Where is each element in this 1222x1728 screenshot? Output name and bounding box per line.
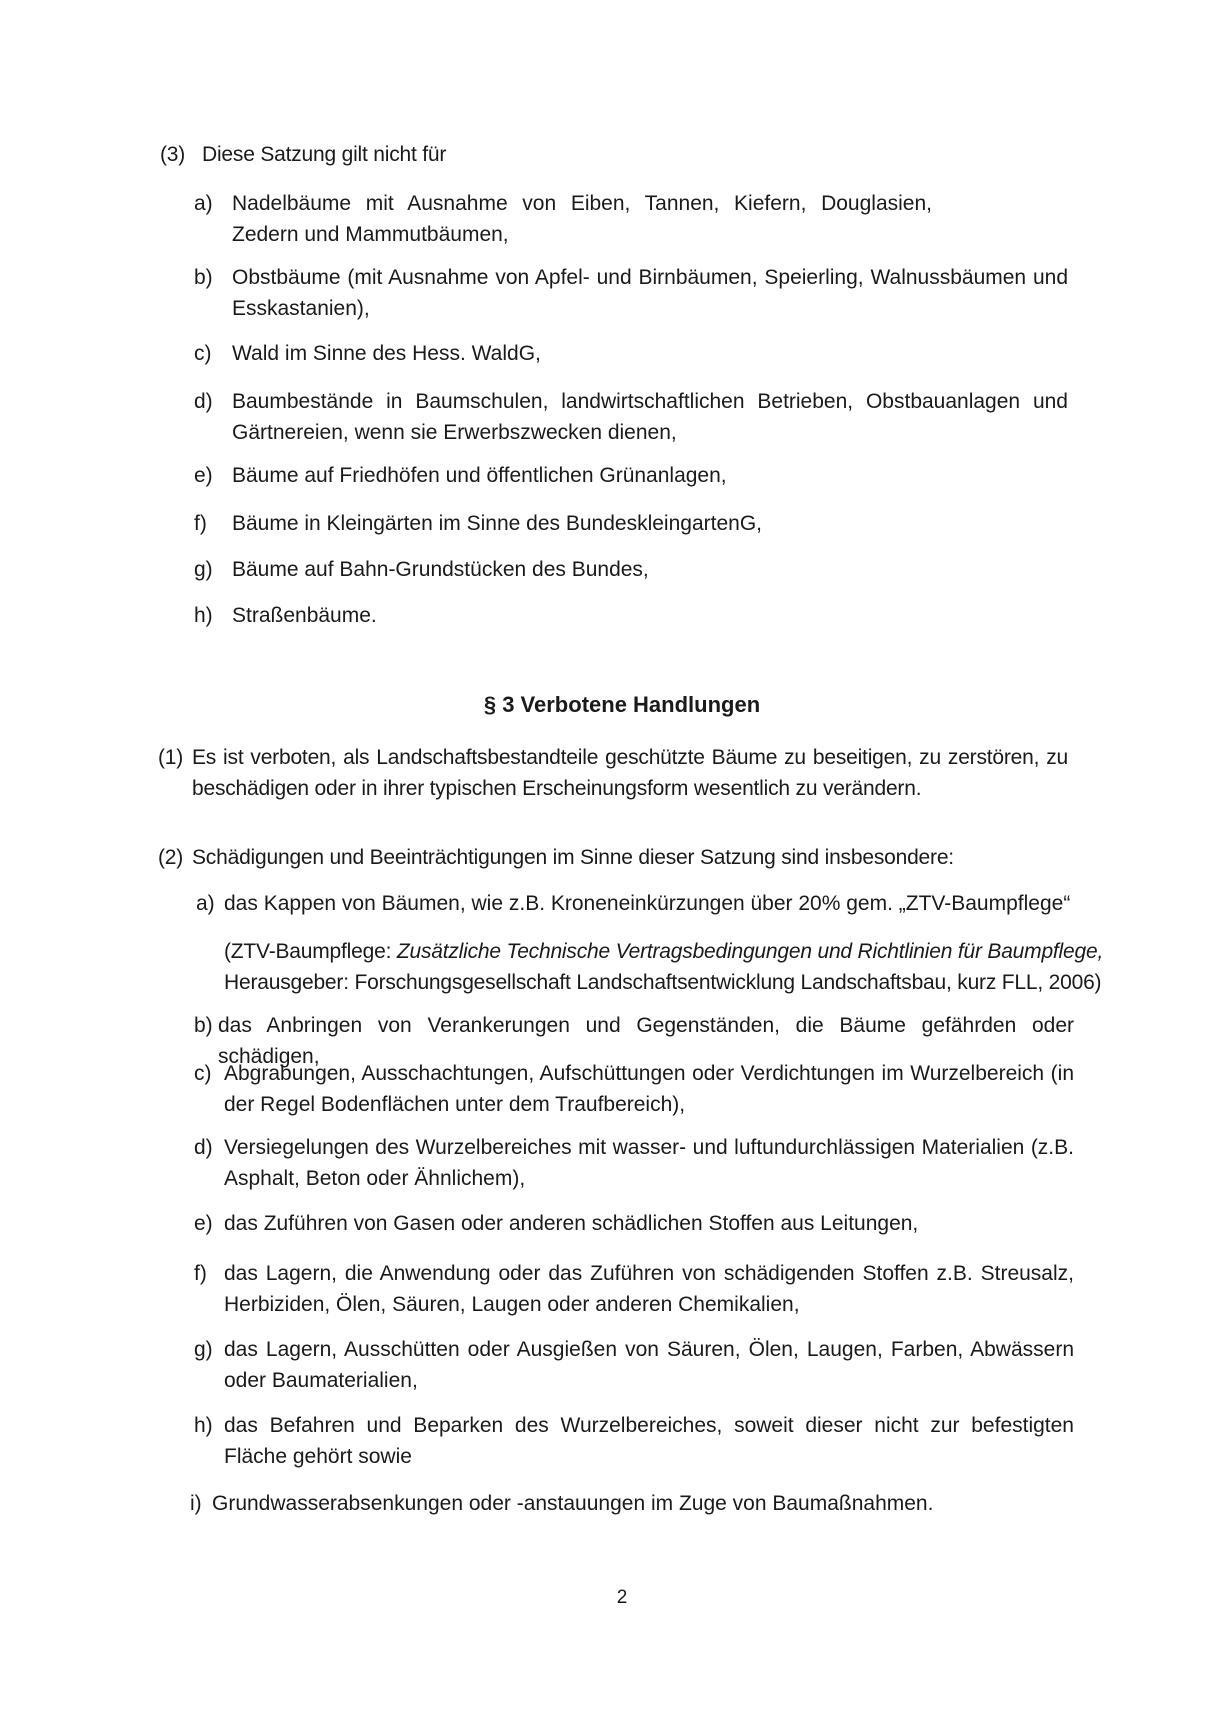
ztv-note bbox=[224, 936, 1104, 998]
ztv-note-prefix: (ZTV-Baumpflege: bbox=[224, 940, 397, 963]
item-text: Straßenbäume. bbox=[232, 604, 377, 627]
item-label: f) bbox=[194, 512, 207, 535]
item-label: h) bbox=[194, 1414, 213, 1437]
item-label: d) bbox=[194, 1136, 213, 1159]
item-label: c) bbox=[194, 342, 212, 365]
item-label: b) bbox=[194, 266, 213, 289]
item-text: Obstbäume (mit Ausnahme von Apfel- und Birnbäumen, Speierling, Walnussbäumen und Esskastanien), bbox=[232, 266, 1068, 320]
item-text: das Zuführen von Gasen oder anderen schädlichen Stoffen aus Leitungen, bbox=[224, 1212, 919, 1235]
item-text: das Anbringen von Verankerungen und Gegenständen, die Bäume gefährden oder schädigen, bbox=[218, 1014, 1074, 1068]
item-text: das Lagern, die Anwendung oder das Zuführen von schädigenden Stoffen z.B. Streusalz, Herbiziden, Ölen, Säuren, Laugen oder anderen Chemikalien, bbox=[224, 1262, 1074, 1316]
item-label: b) bbox=[194, 1014, 213, 1037]
item-text: das Kappen von Bäumen, wie z.B. Kroneneinkürzungen über 20% gem. „ZTV-Baumpflege“ bbox=[224, 892, 1071, 915]
page-number: 2 bbox=[616, 1587, 628, 1608]
item-label: a) bbox=[194, 192, 213, 215]
paragraph-intro: Schädigungen und Beeinträchtigungen im Sinne dieser Satzung sind insbesondere: bbox=[192, 846, 954, 869]
item-label: g) bbox=[194, 1338, 213, 1361]
item-label: e) bbox=[194, 1212, 213, 1235]
item-text: Baumbestände in Baumschulen, landwirtschaftlichen Betrieben, Obstbauanlagen und Gärtnereien, wenn sie Erwerbszwecken dienen, bbox=[232, 390, 1068, 444]
ztv-note-publisher: Herausgeber: Forschungsgesellschaft Landschaftsentwicklung Landschaftsbau, kurz FLL, 2006) bbox=[224, 971, 1102, 994]
item-label: g) bbox=[194, 558, 213, 581]
item-label: e) bbox=[194, 464, 213, 487]
item-text: Nadelbäume mit Ausnahme von Eiben, Tannen, Kiefern, Douglasien, Zedern und Mammutbäumen, bbox=[232, 192, 932, 246]
item-text: Grundwasserabsenkungen oder -anstauungen im Zuge von Baumaßnahmen. bbox=[212, 1492, 934, 1515]
item-label: h) bbox=[194, 604, 213, 627]
item-label: d) bbox=[194, 390, 213, 413]
paragraph-number: (3) bbox=[160, 143, 186, 166]
item-text: Abgrabungen, Ausschachtungen, Aufschüttungen oder Verdichtungen im Wurzelbereich (in der Regel Bodenflächen unter dem Traufbereich), bbox=[224, 1062, 1074, 1116]
section-heading: § 3 Verbotene Handlungen bbox=[483, 692, 761, 717]
item-text: Versiegelungen des Wurzelbereiches mit wasser- und luftundurchlässigen Materialien (z.B. Asphalt, Beton oder Ähnlichem), bbox=[224, 1136, 1074, 1190]
item-label: c) bbox=[194, 1062, 212, 1085]
item-text: Wald im Sinne des Hess. WaldG, bbox=[232, 342, 541, 365]
item-label: a) bbox=[196, 892, 215, 915]
item-text: das Befahren und Beparken des Wurzelbereiches, soweit dieser nicht zur befestigten Fläche gehört sowie bbox=[224, 1414, 1074, 1468]
item-label: f) bbox=[194, 1262, 207, 1285]
paragraph-number: (1) bbox=[158, 746, 184, 769]
item-text: Bäume auf Bahn-Grundstücken des Bundes, bbox=[232, 558, 649, 581]
item-label: i) bbox=[190, 1492, 202, 1515]
item-text: das Lagern, Ausschütten oder Ausgießen von Säuren, Ölen, Laugen, Farben, Abwässern oder Baumaterialien, bbox=[224, 1338, 1074, 1392]
paragraph-text: Es ist verboten, als Landschaftsbestandteile geschützte Bäume zu beseitigen, zu zerstören, zu beschädigen oder in ihrer typischen Erscheinungsform wesentlich zu verändern. bbox=[192, 746, 1068, 800]
item-text: Bäume in Kleingärten im Sinne des BundeskleingartenG, bbox=[232, 512, 762, 535]
ztv-note-title: Zusätzliche Technische Vertragsbedingungen und Richtlinien für Baumpflege, bbox=[396, 940, 1104, 963]
paragraph-intro: Diese Satzung gilt nicht für bbox=[202, 143, 447, 166]
item-text: Bäume auf Friedhöfen und öffentlichen Grünanlagen, bbox=[232, 464, 727, 487]
paragraph-number: (2) bbox=[158, 846, 184, 869]
